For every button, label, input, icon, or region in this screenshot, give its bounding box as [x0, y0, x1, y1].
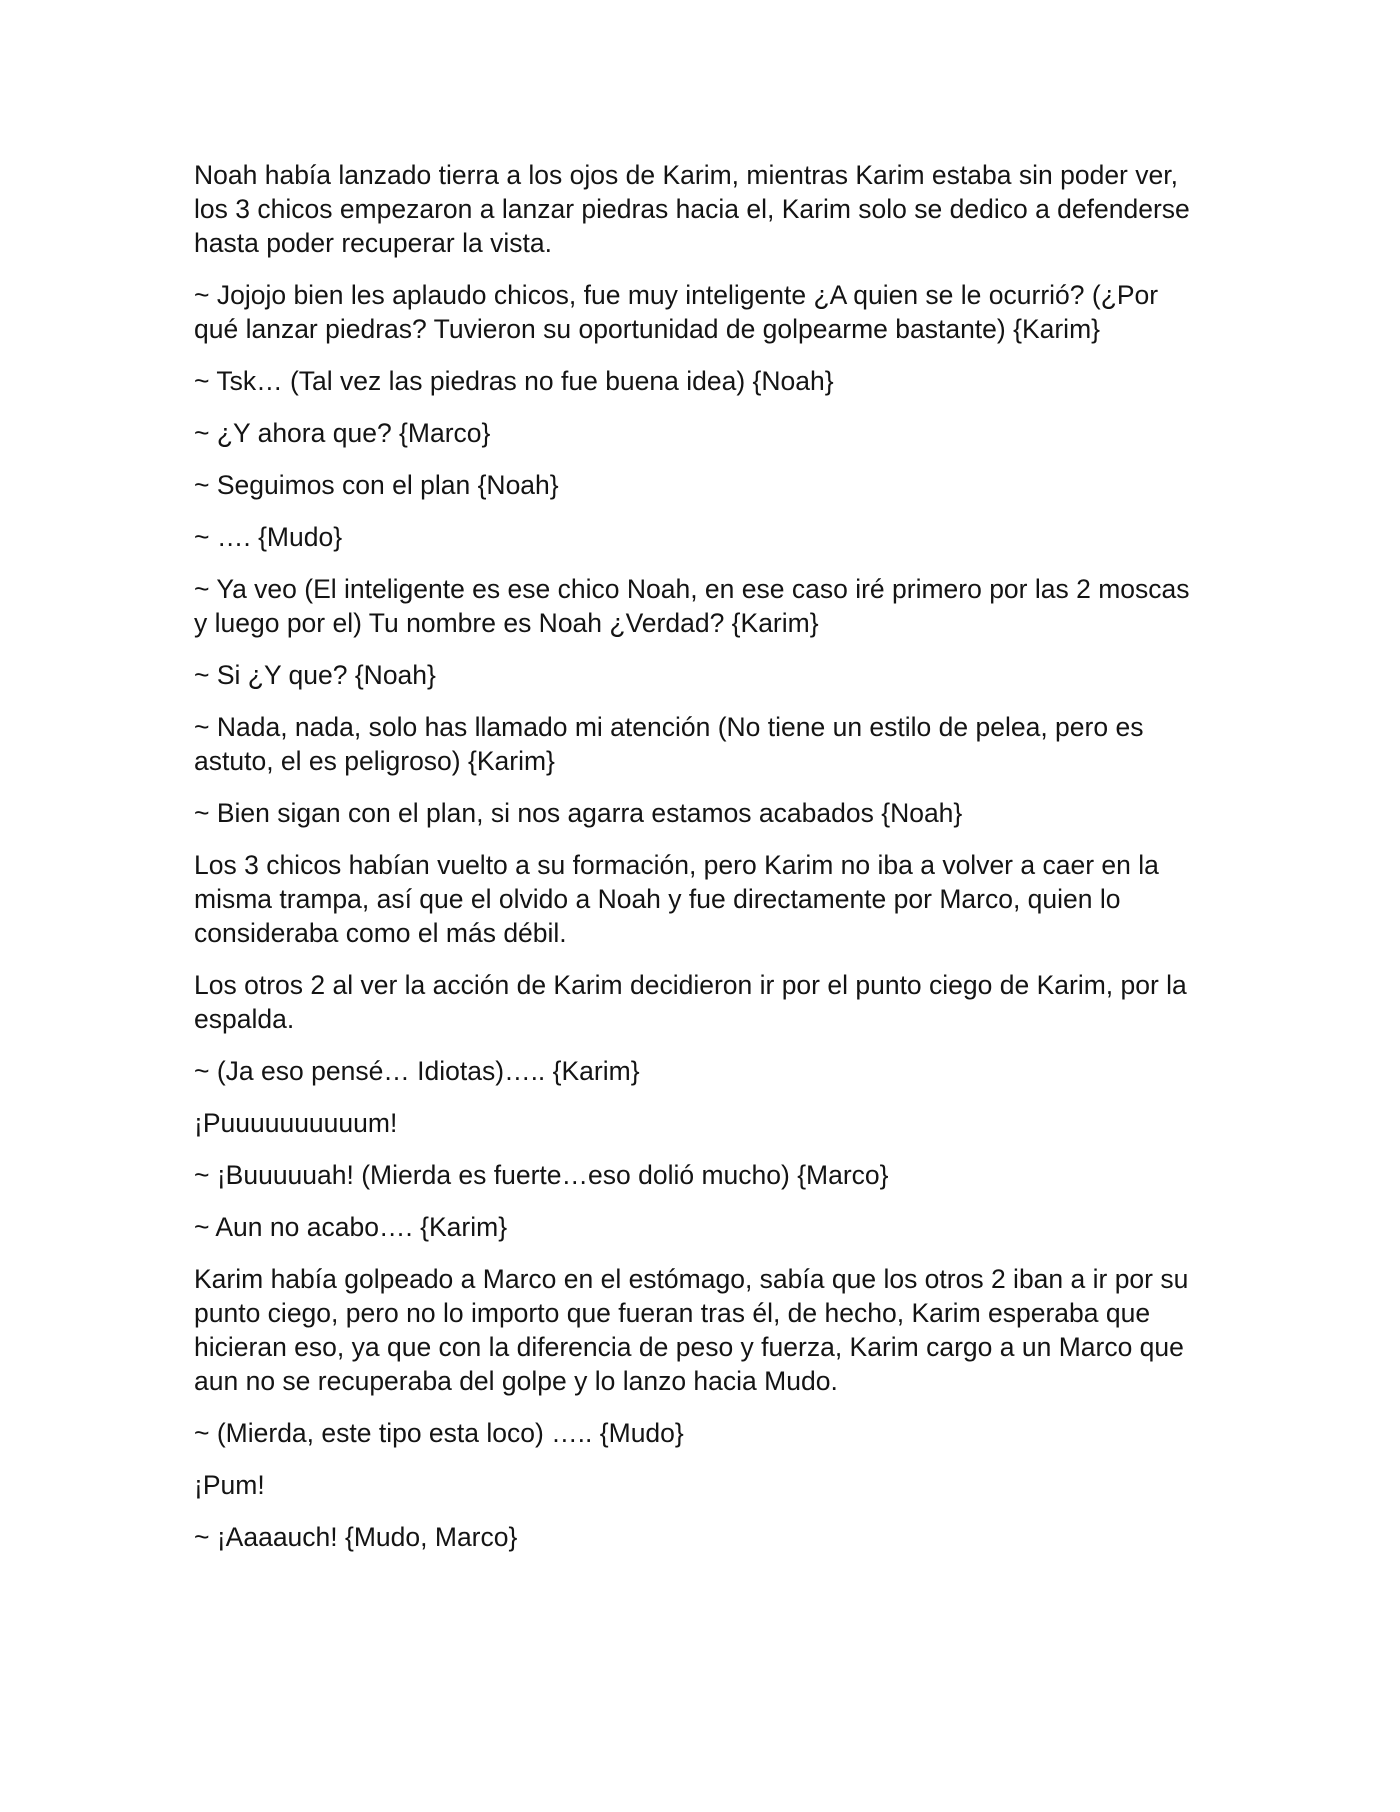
dialogue-line: ~ Tsk… (Tal vez las piedras no fue buena idea) {Noah}	[194, 366, 834, 396]
sound-effect: ¡Puuuuuuuuuum!	[194, 1108, 398, 1138]
dialogue-line: ~ ¡Aaaauch! {Mudo, Marco}	[194, 1522, 518, 1552]
dialogue-line: ~ (Ja eso pensé… Idiotas)….. {Karim}	[194, 1056, 640, 1086]
document-body	[194, 158, 1204, 1572]
dialogue-line: ~ …. {Mudo}	[194, 522, 343, 552]
dialogue-line: ~ Seguimos con el plan {Noah}	[194, 470, 559, 500]
paragraph: Los otros 2 al ver la acción de Karim decidieron ir por el punto ciego de Karim, por la espalda.	[194, 970, 1187, 1034]
paragraph: Noah había lanzado tierra a los ojos de Karim, mientras Karim estaba sin poder ver, los 3 chicos empezaron a lanzar piedras hacia el, Karim solo se dedico a defenderse hasta poder recuperar la vista.	[194, 160, 1190, 258]
dialogue-line: ~ Jojojo bien les aplaudo chicos, fue muy inteligente ¿A quien se le ocurrió? (¿Por qué lanzar piedras? Tuvieron su oportunidad de golpearme bastante) {Karim}	[194, 280, 1159, 344]
paragraph: Karim había golpeado a Marco en el estómago, sabía que los otros 2 iban a ir por su punto ciego, pero no lo importo que fueran tras él, de hecho, Karim esperaba que hicieran eso, ya que con la diferencia de peso y fuerza, Karim cargo a un Marco que aun no se recuperaba del golpe y lo lanzo hacia Mudo.	[194, 1264, 1189, 1396]
dialogue-line: ~ ¿Y ahora que? {Marco}	[194, 418, 491, 448]
dialogue-line: ~ Aun no acabo…. {Karim}	[194, 1212, 508, 1242]
dialogue-line: ~ (Mierda, este tipo esta loco) ….. {Mudo}	[194, 1418, 684, 1448]
sound-effect: ¡Pum!	[194, 1470, 265, 1500]
dialogue-line: ~ Ya veo (El inteligente es ese chico Noah, en ese caso iré primero por las 2 moscas y luego por el) Tu nombre es Noah ¿Verdad? {Karim}	[194, 574, 1190, 638]
dialogue-line: ~ Nada, nada, solo has llamado mi atención (No tiene un estilo de pelea, pero es astuto, el es peligroso) {Karim}	[194, 712, 1144, 776]
dialogue-line: ~ Bien sigan con el plan, si nos agarra estamos acabados {Noah}	[194, 798, 963, 828]
dialogue-line: ~ ¡Buuuuuah! (Mierda es fuerte…eso dolió mucho) {Marco}	[194, 1160, 889, 1190]
paragraph: Los 3 chicos habían vuelto a su formación, pero Karim no iba a volver a caer en la misma trampa, así que el olvido a Noah y fue directamente por Marco, quien lo consideraba como el más débil.	[194, 850, 1159, 948]
dialogue-line: ~ Si ¿Y que? {Noah}	[194, 660, 436, 690]
